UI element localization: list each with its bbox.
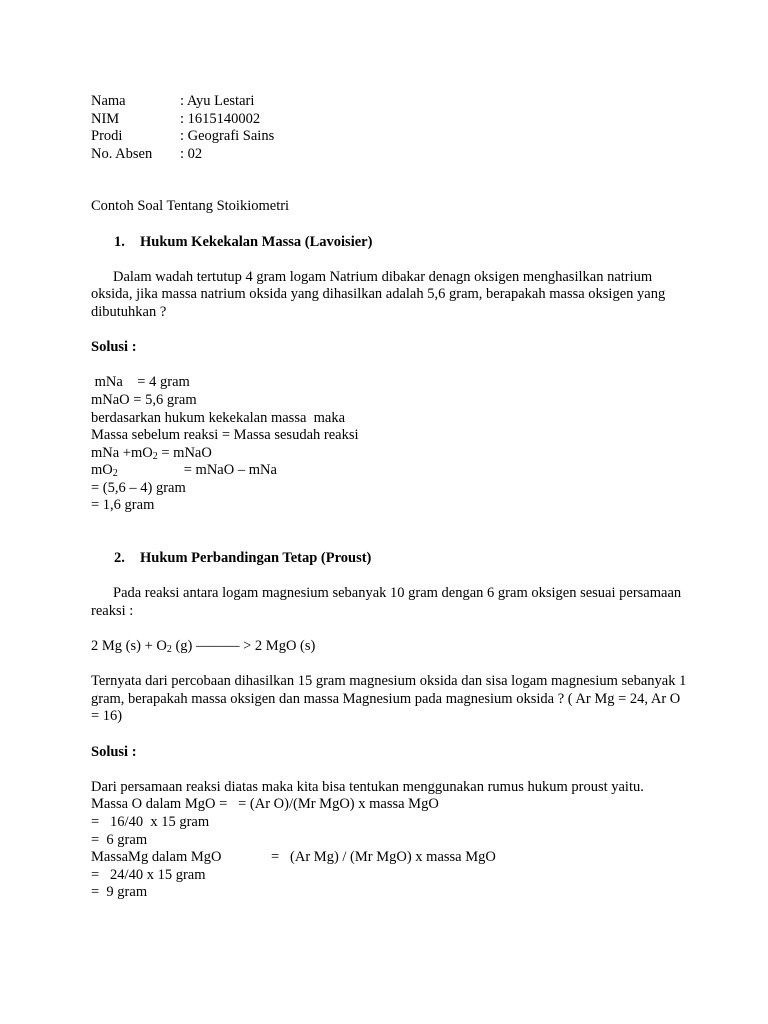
section-number: 1. [114, 233, 125, 250]
solution-line [91, 445, 691, 463]
student-info [91, 93, 691, 163]
equation-part: (g) ——— > 2 MgO (s) [171, 638, 316, 655]
section-2-problem: Pada reaksi antara logam magnesium sebanyak 10 gram dengan 6 gram oksigen sesuai persamaan reaksi : [91, 585, 682, 619]
solution-line: berdasarkan hukum kekekalan massa maka [91, 409, 346, 426]
info-value: : Geografi Sains [180, 128, 275, 145]
formula-part: = mNaO – mNa [183, 462, 277, 479]
info-label: No. Absen [91, 145, 153, 162]
solution-line: = 16/40 x 15 gram [91, 813, 210, 830]
subscript: 2 [166, 644, 172, 656]
solution-line: Massa O dalam MgO = = (Ar O)/(Mr MgO) x massa MgO [91, 796, 439, 813]
info-value: : 02 [180, 145, 203, 162]
info-row-nim [91, 111, 691, 129]
section-2-heading [91, 550, 691, 568]
section-2-solution [91, 779, 691, 902]
formula-part: MassaMg dalam MgO [91, 849, 222, 866]
solution-line: = 9 gram [91, 884, 148, 901]
section-1-solution [91, 374, 691, 515]
info-row-nama [91, 93, 691, 111]
solution-line: = 1,6 gram [91, 497, 155, 514]
section-1-problem: Dalam wadah tertutup 4 gram logam Natrium dibakar denagn oksigen menghasilkan natrium oksida, jika massa natrium oksida yang dihasilkan adalah 5,6 gram, berapakah massa oksigen yang dibutuhkan ? [91, 268, 666, 320]
formula-part: = (Ar Mg) / (Mr MgO) x massa MgO [271, 849, 496, 866]
solution-line: Dari persamaan reaksi diatas maka kita bisa tentukan menggunakan rumus hukum proust yaitu. [91, 778, 644, 795]
solution-line: mNaO = 5,6 gram [91, 391, 197, 408]
info-row-absen [91, 146, 691, 164]
section-heading-text: Hukum Kekekalan Massa (Lavoisier) [140, 233, 373, 250]
solution-line: mNa = 4 gram [91, 374, 190, 391]
formula-part: mNa +mO [91, 444, 153, 461]
solution-line [91, 462, 691, 480]
formula-part: = mNaO [157, 444, 212, 461]
section-2-problem-continued: Ternyata dari percobaan dihasilkan 15 gram magnesium oksida dan sisa logam magnesium sebanyak 1 gram, berapakah massa oksigen dan massa Magnesium pada magnesium oksida ? ( Ar Mg = 24, Ar O = 16) [91, 673, 687, 725]
subscript: 2 [152, 450, 158, 462]
section-2-solution-label: Solusi : [91, 743, 137, 760]
subscript: 2 [112, 468, 118, 480]
info-value: : Ayu Lestari [180, 93, 255, 109]
document-title: Contoh Soal Tentang Stoikiometri [91, 198, 290, 215]
solution-line: = 24/40 x 15 gram [91, 866, 206, 883]
formula-part: mO [91, 462, 113, 479]
info-label: NIM [91, 110, 120, 127]
solution-line: = (5,6 – 4) gram [91, 479, 186, 496]
solution-line: Massa sebelum reaksi = Massa sesudah reaksi [91, 427, 359, 444]
info-label: Prodi [91, 128, 123, 145]
solution-line [91, 849, 691, 867]
section-number: 2. [114, 550, 125, 567]
reaction-equation [91, 638, 691, 656]
equation-part: 2 Mg (s) + O [91, 638, 167, 655]
section-1-heading [91, 234, 691, 252]
info-value: : 1615140002 [180, 110, 261, 127]
section-heading-text: Hukum Perbandingan Tetap (Proust) [140, 550, 372, 567]
document-page [91, 93, 691, 902]
info-row-prodi [91, 128, 691, 146]
solution-line: = 6 gram [91, 831, 148, 848]
info-label: Nama [91, 93, 126, 109]
section-1-solution-label: Solusi : [91, 339, 137, 356]
